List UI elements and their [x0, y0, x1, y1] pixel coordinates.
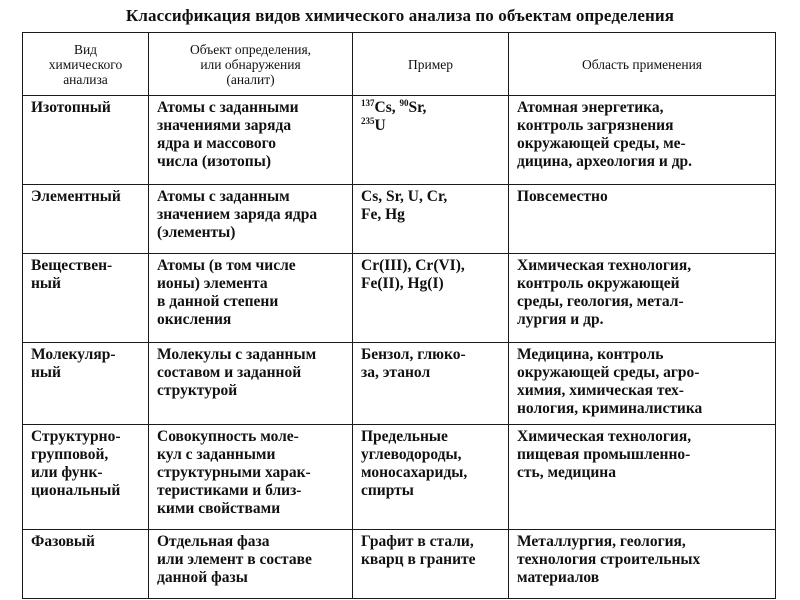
cell-analysis-type: Изотопный: [23, 96, 149, 185]
header-analyte: Объект определения, или обнаружения (аналит): [149, 33, 353, 96]
cell-analysis-type: Структурно- групповой, или функ- циональный: [23, 425, 149, 530]
header-example: Пример: [353, 33, 509, 96]
page-title: Классификация видов химического анализа по объектам определения: [125, 6, 675, 25]
cell-analysis-type: Молекуляр- ный: [23, 343, 149, 425]
cell-analysis-type: Фазовый: [23, 530, 149, 599]
cell-analyte: Атомы с заданным значением заряда ядра (элементы): [149, 185, 353, 254]
cell-application-area: Химическая технология, контроль окружающей среды, геология, метал- лургия и др.: [509, 254, 776, 343]
table-row-structural-group: [23, 425, 776, 530]
cell-analyte: Отдельная фаза или элемент в составе данной фазы: [149, 530, 353, 599]
cell-application-area: Повсеместно: [509, 185, 776, 254]
isotope-symbol-sr: Sr,: [408, 99, 427, 116]
table-row-phase: [23, 530, 776, 599]
isotope-symbol-cs: Cs,: [374, 99, 400, 116]
table-row-elemental: [23, 185, 776, 254]
cell-analyte: Молекулы с заданным составом и заданной структурой: [149, 343, 353, 425]
table-row-molecular: [23, 343, 776, 425]
cell-application-area: Химическая технология, пищевая промышленно- сть, медицина: [509, 425, 776, 530]
isotope-mass-sr: 90: [399, 97, 409, 108]
isotope-mass-cs: 137: [361, 97, 375, 108]
cell-analyte: Атомы (в том числе ионы) элемента в данной степени окисления: [149, 254, 353, 343]
table-row-substance: [23, 254, 776, 343]
cell-example: Графит в стали, кварц в граните: [353, 530, 509, 599]
cell-example: Предельные углеводороды, моносахариды, спирты: [353, 425, 509, 530]
header-analysis-type: Вид химического анализа: [23, 33, 149, 96]
cell-analyte: Атомы с заданными значениями заряда ядра и массового числа (изотопы): [149, 96, 353, 185]
cell-application-area: Атомная энергетика, контроль загрязнения окружающей среды, ме- дицина, археология и др.: [509, 96, 776, 185]
table-header-row: [23, 33, 776, 96]
header-application-area: Область применения: [509, 33, 776, 96]
cell-application-area: Металлургия, геология, технология строительных материалов: [509, 530, 776, 599]
isotope-mass-u: 235: [361, 115, 375, 126]
cell-example: [353, 96, 509, 185]
cell-analyte: Совокупность моле- кул с заданными структурными харак- теристиками и близ- кими свойствами: [149, 425, 353, 530]
cell-example: Cs, Sr, U, Cr, Fe, Hg: [353, 185, 509, 254]
cell-analysis-type: Веществен- ный: [23, 254, 149, 343]
cell-analysis-type: Элементный: [23, 185, 149, 254]
table-row-isotopic: [23, 96, 776, 185]
cell-example: Бензол, глюко- за, этанол: [353, 343, 509, 425]
classification-table: [22, 32, 776, 599]
cell-example: Cr(III), Cr(VI), Fe(II), Hg(I): [353, 254, 509, 343]
isotope-symbol-u: U: [374, 117, 386, 134]
cell-application-area: Медицина, контроль окружающей среды, агро- химия, химическая тех- нология, криминалистика: [509, 343, 776, 425]
